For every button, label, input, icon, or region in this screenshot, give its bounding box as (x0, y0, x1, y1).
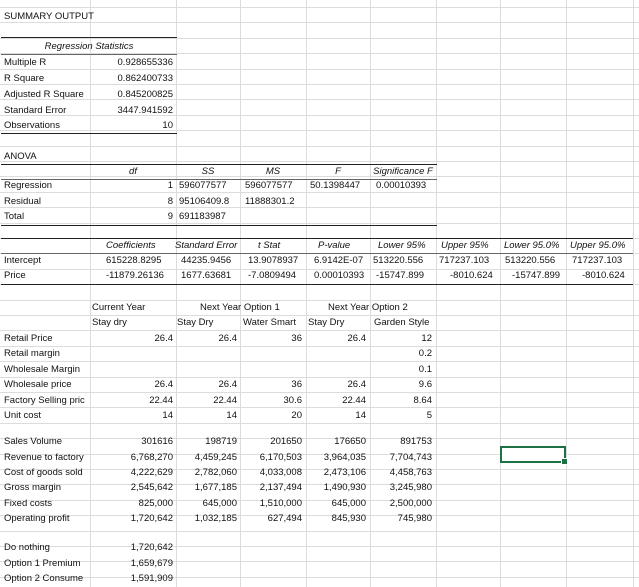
stat-label: Standard Error (4, 105, 67, 116)
grid-row-line (0, 561, 639, 562)
option-row-cell: 14 (226, 410, 237, 421)
regression-statistics-header: Regression Statistics (44, 41, 134, 52)
stat-label: R Square (4, 73, 45, 84)
financial-row-cell: 2,137,494 (259, 482, 302, 493)
rule-line (1, 164, 437, 165)
coef-cell: 6.9142E-07 (314, 255, 364, 266)
coef-cell: -15747.899 (376, 270, 425, 281)
grid-row-line (0, 69, 639, 70)
grid-column-line (566, 0, 567, 587)
option-row-cell: 0.2 (418, 348, 432, 359)
decision-value: 1,591,909 (130, 573, 173, 584)
coef-cell: 513220.556 (505, 255, 556, 266)
coef-cell: -11879.26136 (106, 270, 164, 281)
rule-line (1, 133, 177, 134)
financial-row-cell: 1,677,185 (194, 482, 237, 493)
coef-cell: 513220.556 (373, 255, 424, 266)
financial-row-label: Revenue to factory (4, 452, 84, 463)
grid-row-line (0, 361, 639, 362)
financial-row-cell: 176650 (334, 436, 366, 447)
financial-row-cell: 645,000 (202, 498, 237, 509)
anova-cell: 1 (167, 180, 173, 191)
option-row-cell (103, 348, 173, 360)
financial-row-cell: 2,500,000 (389, 498, 432, 509)
anova-header: df (129, 166, 137, 177)
coef-header: t Stat (258, 240, 281, 251)
option-row-label: Wholesale Margin (4, 364, 81, 375)
financial-row-cell: 3,245,980 (389, 482, 432, 493)
coef-cell: -8010.624 (582, 270, 625, 281)
anova-header: MS (265, 166, 281, 177)
financial-row-cell: 745,980 (397, 513, 432, 524)
decision-value: 1,659,679 (130, 558, 173, 569)
rule-line (1, 253, 633, 254)
decision-label: Option 1 Premium (4, 558, 81, 569)
option-row-cell: 22.44 (213, 395, 237, 406)
grid-row-line (0, 84, 639, 85)
option-head: Next Year Option 1 (200, 302, 280, 313)
stat-value: 0.928655336 (117, 57, 173, 68)
grid-row-line (0, 407, 639, 408)
grid-row-line (0, 161, 639, 162)
anova-cell: 0.00010393 (376, 180, 427, 191)
option-subhead: Garden Style (374, 317, 430, 328)
grid-row-line (0, 99, 639, 100)
option-row-cell (232, 364, 302, 376)
financial-row-cell: 6,768,270 (130, 452, 173, 463)
coef-row-label: Intercept (4, 255, 41, 266)
grid-column-line (90, 0, 91, 587)
rule-line (1, 54, 177, 55)
grid-column-line (633, 0, 634, 587)
option-row-cell: 26.4 (154, 333, 173, 344)
option-row-cell: 9.6 (418, 379, 432, 390)
option-row-label: Unit cost (4, 410, 41, 421)
option-row-cell (296, 348, 366, 360)
stat-label: Observations (4, 120, 60, 131)
financial-row-label: Operating profit (4, 513, 70, 524)
anova-cell: 596077577 (245, 180, 293, 191)
grid-row-line (0, 115, 639, 116)
grid-column-line (500, 0, 501, 587)
anova-cell: 9 (167, 211, 173, 222)
fill-handle[interactable] (561, 458, 568, 465)
financial-row-cell: 845,930 (331, 513, 366, 524)
stat-value: 0.845200825 (117, 89, 173, 100)
option-row-cell: 14 (355, 410, 366, 421)
grid-row-line (0, 531, 639, 532)
grid-row-line (0, 346, 639, 347)
option-row-cell (296, 364, 366, 376)
option-row-cell (232, 348, 302, 360)
grid-row-line (0, 577, 639, 578)
selected-cell[interactable] (500, 446, 566, 463)
financial-row-cell: 4,222,629 (130, 467, 173, 478)
option-subhead: Stay dry (92, 317, 127, 328)
option-row-cell: 26.4 (218, 333, 237, 344)
option-row-cell: 14 (162, 410, 173, 421)
financial-row-cell: 627,494 (267, 513, 302, 524)
anova-cell: 691183987 (179, 211, 226, 222)
anova-row-label: Regression (4, 180, 53, 191)
grid-row-line (0, 223, 639, 224)
option-row-cell: 0.1 (418, 364, 432, 375)
rule-line (1, 284, 633, 285)
decision-label: Do nothing (4, 542, 50, 553)
stat-label: Adjusted R Square (4, 89, 84, 100)
coef-header: Upper 95.0% (570, 240, 626, 251)
grid-column-line (436, 0, 437, 587)
option-subhead: Stay Dry (308, 317, 345, 328)
grid-row-line (0, 146, 639, 147)
anova-title: ANOVA (4, 151, 37, 162)
coef-header: P-value (318, 240, 351, 251)
option-row-cell: 26.4 (347, 379, 366, 390)
grid-row-line (0, 392, 639, 393)
financial-row-cell: 3,964,035 (323, 452, 366, 463)
option-row-cell: 36 (291, 379, 302, 390)
option-row-cell (103, 364, 173, 376)
financial-row-cell: 4,458,763 (389, 467, 432, 478)
option-row-label: Retail margin (4, 348, 60, 359)
coef-cell: 0.00010393 (314, 270, 365, 281)
grid-row-line (0, 315, 639, 316)
financial-row-label: Cost of goods sold (4, 467, 83, 478)
coef-header: Upper 95% (441, 240, 489, 251)
grid-row-line (0, 300, 639, 301)
grid-row-line (0, 130, 639, 131)
grid-row-line (0, 22, 639, 23)
anova-cell: 8 (167, 196, 173, 207)
financial-row-cell: 1,032,185 (194, 513, 237, 524)
coef-cell: -15747.899 (512, 270, 561, 281)
coef-cell: 717237.103 (439, 255, 490, 266)
anova-header: SS (201, 166, 215, 177)
option-head: Next Year Option 2 (328, 302, 408, 313)
option-row-cell: 22.44 (342, 395, 366, 406)
financial-row-cell: 2,782,060 (194, 467, 237, 478)
grid-row-line (0, 377, 639, 378)
financial-row-cell: 2,545,642 (130, 482, 173, 493)
grid-row-line (0, 546, 639, 547)
financial-row-cell: 891753 (400, 436, 432, 447)
anova-cell: 11888301.2 (245, 196, 295, 207)
financial-row-cell: 1,510,000 (259, 498, 302, 509)
rule-line (1, 238, 633, 239)
option-row-cell: 36 (291, 333, 302, 344)
grid-row-line (0, 423, 639, 424)
grid-row-line (0, 192, 639, 193)
coef-cell: -8010.624 (450, 270, 493, 281)
option-row-cell: 26.4 (154, 379, 173, 390)
coef-header: Lower 95% (378, 240, 426, 251)
stat-value: 0.862400733 (117, 73, 173, 84)
coef-header: Standard Error (175, 240, 238, 251)
decision-value: 1,720,642 (130, 542, 173, 553)
grid-row-line (0, 330, 639, 331)
coef-row-label: Price (4, 270, 26, 281)
coef-cell: 717237.103 (572, 255, 623, 266)
coef-cell: 1677.63681 (181, 270, 232, 281)
coef-cell: -7.0809494 (248, 270, 297, 281)
option-row-cell: 8.64 (413, 395, 432, 406)
rule-line (1, 37, 177, 38)
option-row-cell: 20 (291, 410, 302, 421)
financial-row-cell: 198719 (205, 436, 237, 447)
financial-row-cell: 2,473,106 (323, 467, 366, 478)
decision-label: Option 2 Consume (4, 573, 84, 584)
financial-row-label: Fixed costs (4, 498, 53, 509)
option-row-label: Retail Price (4, 333, 53, 344)
anova-header: Significance F (373, 166, 433, 177)
coef-header: Lower 95.0% (504, 240, 560, 251)
anova-row-label: Residual (4, 196, 41, 207)
option-subhead: Stay Dry (177, 317, 214, 328)
coef-cell: 615228.8295 (106, 255, 162, 266)
option-head: Current Year (92, 302, 146, 313)
coef-cell: 13.9078937 (248, 255, 299, 266)
anova-row-label: Total (4, 211, 25, 222)
anova-header: F (335, 166, 341, 177)
option-row-cell (167, 348, 237, 360)
anova-cell: 50.1398447 (310, 180, 361, 191)
rule-line (1, 225, 437, 226)
option-row-cell: 5 (426, 410, 432, 421)
financial-row-cell: 6,170,503 (259, 452, 302, 463)
financial-row-cell: 4,459,245 (194, 452, 237, 463)
coef-header: Coefficients (106, 240, 156, 251)
stat-label: Multiple R (4, 57, 47, 68)
financial-row-cell: 7,704,743 (389, 452, 432, 463)
option-row-cell: 12 (421, 333, 432, 344)
option-row-cell (167, 364, 237, 376)
financial-row-cell: 825,000 (138, 498, 173, 509)
financial-row-label: Sales Volume (4, 436, 63, 447)
financial-row-cell: 201650 (270, 436, 302, 447)
summary-title: SUMMARY OUTPUT (4, 11, 94, 22)
option-row-cell: 26.4 (347, 333, 366, 344)
anova-cell: 596077577 (179, 180, 227, 191)
option-subhead: Water Smart (243, 317, 296, 328)
option-row-label: Factory Selling pric (4, 395, 85, 406)
financial-row-cell: 301616 (141, 436, 173, 447)
grid-row-line (0, 7, 639, 8)
grid-row-line (0, 38, 639, 39)
anova-cell: 95106409.8 (179, 196, 230, 207)
option-row-cell: 22.44 (149, 395, 173, 406)
stat-value: 3447.941592 (117, 105, 173, 116)
financial-row-cell: 1,720,642 (130, 513, 173, 524)
financial-row-label: Gross margin (4, 482, 62, 493)
financial-row-cell: 4,033,008 (259, 467, 302, 478)
option-row-label: Wholesale price (4, 379, 72, 390)
financial-row-cell: 1,490,930 (323, 482, 366, 493)
option-row-cell: 26.4 (218, 379, 237, 390)
option-row-cell: 30.6 (283, 395, 302, 406)
financial-row-cell: 645,000 (331, 498, 366, 509)
stat-value: 10 (162, 120, 173, 131)
coef-cell: 44235.9456 (181, 255, 232, 266)
